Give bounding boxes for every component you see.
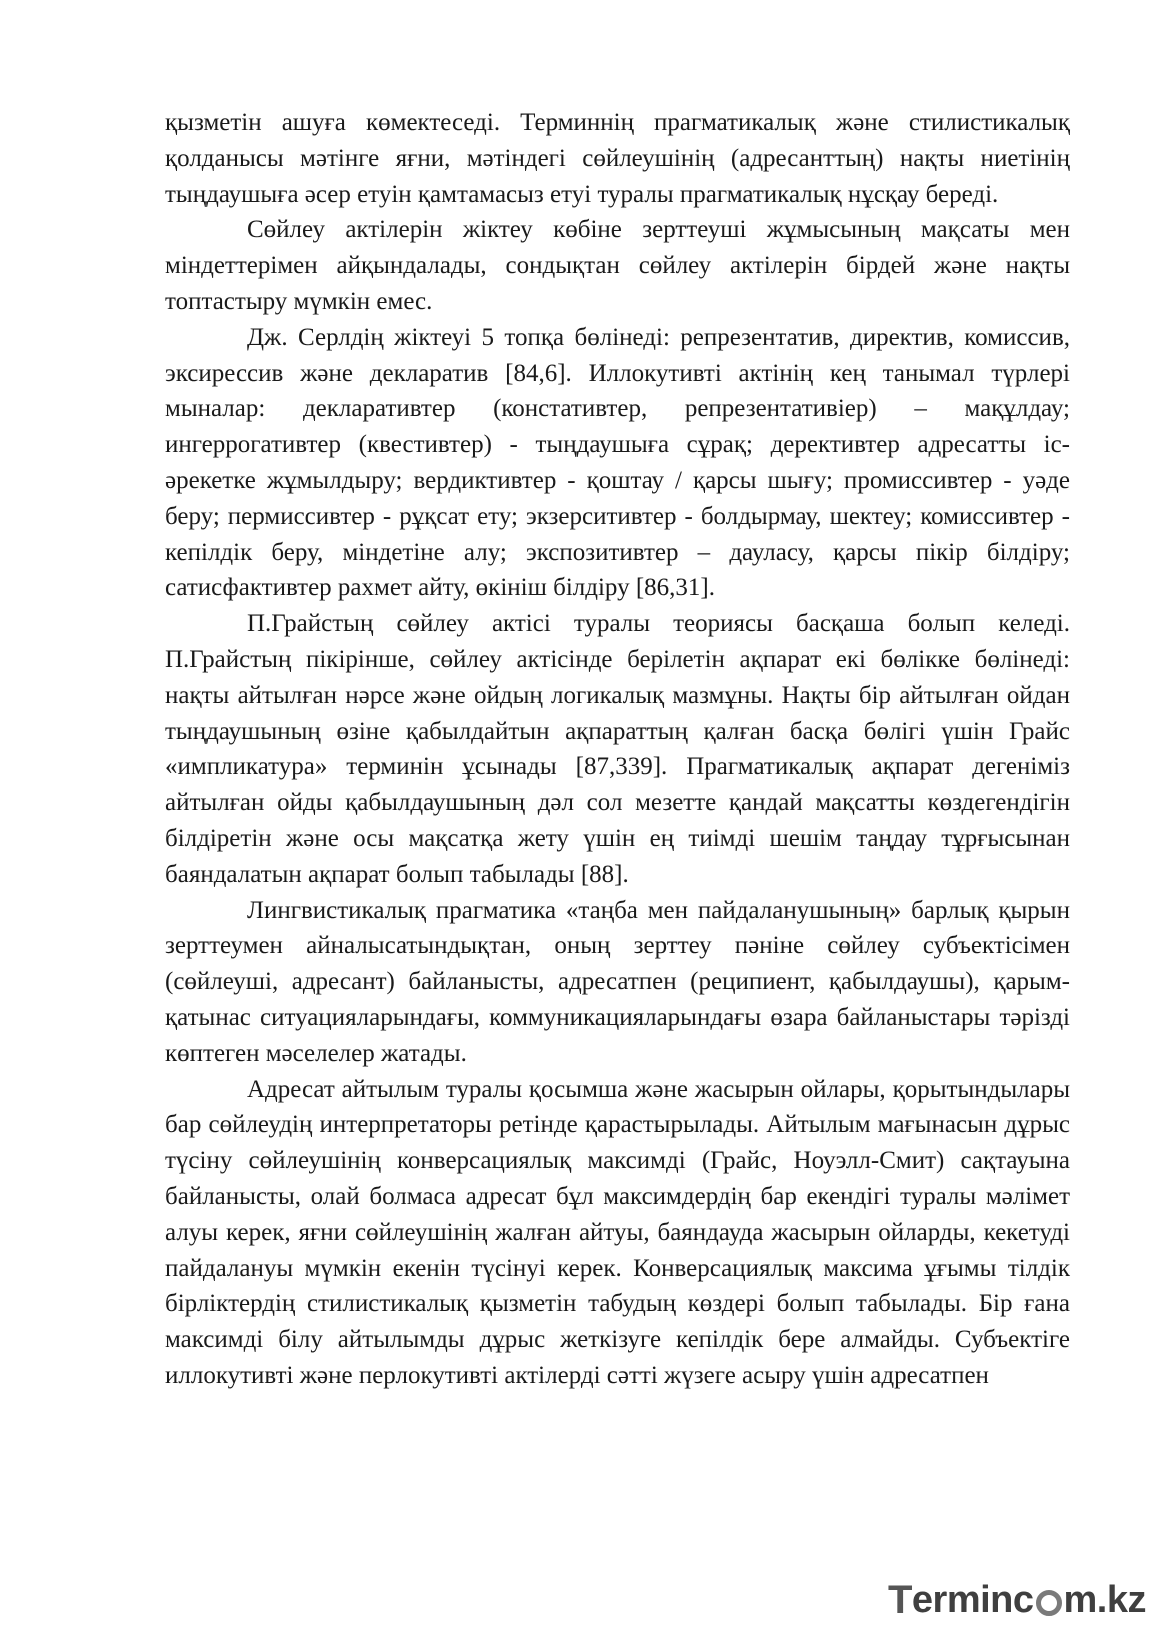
- watermark-circle-icon: [1036, 1590, 1062, 1616]
- watermark-letter-t: T: [887, 1578, 912, 1622]
- paragraph-2: Сөйлеу актілерін жіктеу көбіне зерттеуші жұмысының мақсаты мен міндеттерімен айқындалады, сондықтан сөйлеу актілерін бірдей және нақты топтастыру мүмкін емес.: [165, 216, 1070, 315]
- paragraph-3: Дж. Серлдің жіктеуі 5 топқа бөлінеді: репрезентатив, директив, комиссив, эксирессив және декларатив [84,6]. Иллокутивті актінің кең танымал түрлері мыналар: декларативтер (констативтер, репрезентативіер) – мақұлдау; ингеррогативтер (квестивтер) - тыңдаушыға сұрақ; дерективтер адресатты іс-әрекетке жұмылдыру; вердиктивтер - қоштау / қарсы шығу; промиссивтер - уәде беру; пермиссивтер - рұқсат ету; экзерситивтер - болдырмау, шектеу; комиссивтер - кепілдік беру, міндетіне алу; экспозитивтер – дауласу, қарсы пікір білдіру; сатисфактивтер рахмет айту, өкініш білдіру [86,31].: [165, 323, 1070, 602]
- paragraph-5: Лингвистикалық прагматика «таңба мен пайдаланушының» барлық қырын зерттеумен айналысатындықтан, оның зерттеу пәніне сөйлеу субъектісімен (сөйлеуші, адресант) байланысты, адресатпен (реципиент, қабылдаушы), қарым-қатынас ситуацияларындағы, коммуникацияларындағы өзара байланыстары тәрізді көптеген мәселелер жатады.: [165, 896, 1070, 1067]
- paragraph-1: қызметін ашуға көмектеседі. Терминнің прагматикалық және стилистикалық қолданысы мәтінге яғни, мәтіндегі сөйлеушінің (адресанттың) нақты ниетінің тыңдаушыға әсер етуін қамтамасыз етуі туралы прагматикалық нұсқау береді.: [165, 109, 1070, 208]
- watermark-text-a: erminc: [911, 1579, 1034, 1621]
- document-page: [165, 105, 1070, 1394]
- paragraph-6: Адресат айтылым туралы қосымша және жасырын ойлары, қорытындылары бар сөйлеудің интерпретаторы ретінде қарастырылады. Айтылым мағынасын дұрыс түсіну сөйлеушінің конверсациялық максимді (Грайс, Ноуэлл-Смит) сақтауына байланысты, олай болмаса адресат бұл максимдердің бар екендігі туралы мәлімет алуы керек, яғни сөйлеушінің жалған айтуы, баяндауда жасырын ойларды, кекетуді пайдалануы мүмкін екенін түсінуі керек. Конверсациялық максима ұғымы тілдік бірліктердің стилистикалық қызметін табудың көздері болып табылады. Бір ғана максимді білу айтылымды дұрыс жеткізуге кепілдік бере алмайды. Субъектіге иллокутивті және перлокутивті актілерді сәтті жүзеге асыру үшін адресатпен: [165, 1075, 1070, 1389]
- termincom-watermark-logo: [888, 1578, 1146, 1623]
- paragraph-4: П.Грайстың сөйлеу актісі туралы теориясы басқаша болып келеді. П.Грайстың пікірінше, сөйлеу актісінде берілетін ақпарат екі бөлікке бөлінеді: нақты айтылған нәрсе және ойдың логикалық мазмұны. Нақты бір айтылған ойдан тыңдаушының өзіне қабылдайтын ақпараттың қалған басқа бөлігі үшін Грайс «импликатура» терминін ұсынады [87,339]. Прагматикалық ақпарат дегеніміз айтылған ойды қабылдаушының дәл сол мезетте қандай мақсатты көздегендігін білдіретін және осы мақсатқа жету үшін ең тиімді шешім таңдау тұрғысынан баяндалатын ақпарат болып табылады [88].: [165, 610, 1070, 888]
- watermark-text-b: m.kz: [1063, 1579, 1146, 1621]
